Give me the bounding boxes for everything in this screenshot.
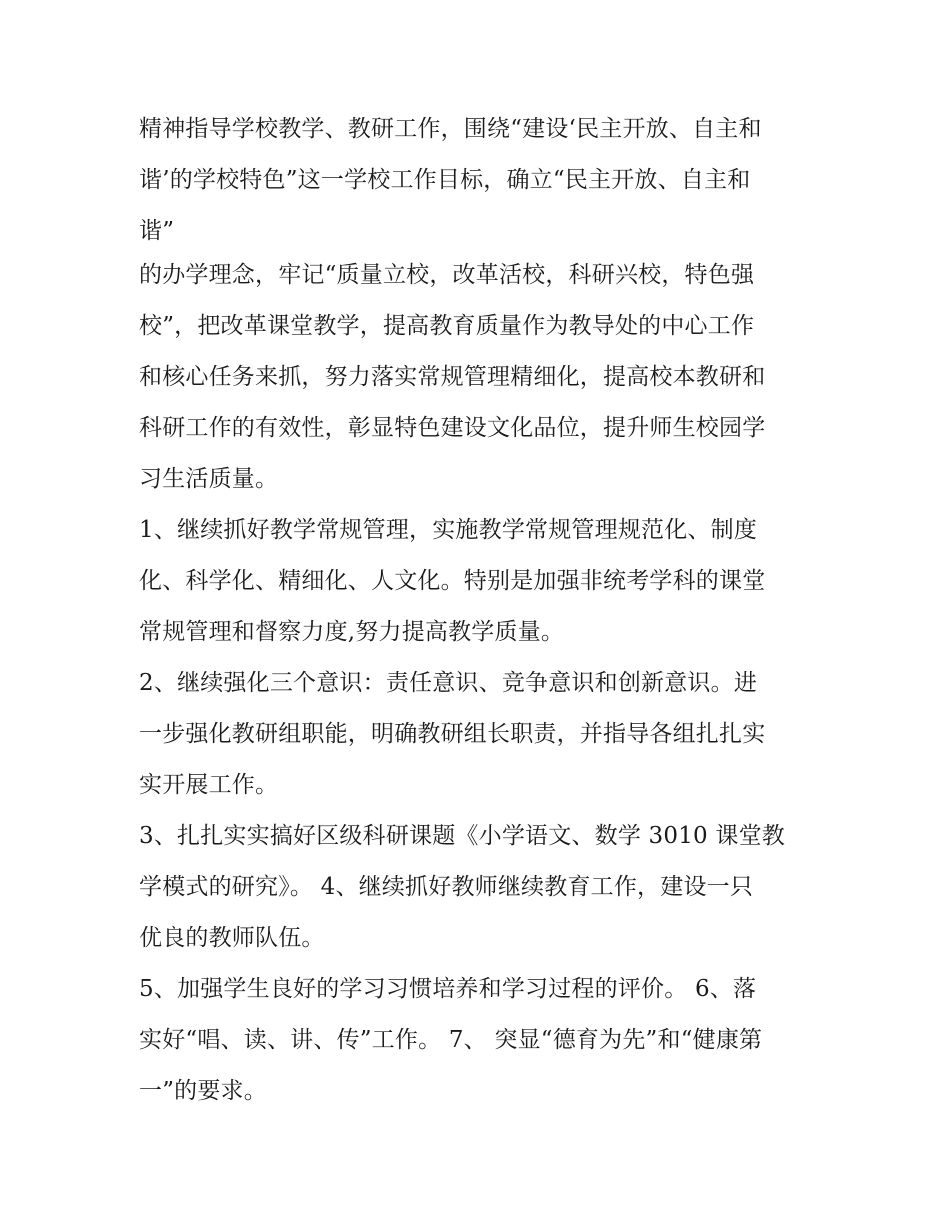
- text-line: 一”的要求。: [139, 1078, 267, 1104]
- text-line: 习生活质量。: [139, 466, 279, 492]
- text-line: 实开展工作。: [139, 772, 279, 798]
- text-line: 谐’的学校特色”这一学校工作目标，确立“民主开放、自主和: [139, 167, 751, 193]
- text-line: 常规管理和督察力度,努力提高教学质量。: [139, 619, 565, 645]
- text-line: 实好“唱、读、讲、传”工作。 7、 突显“德育为先”和“健康第: [139, 1027, 763, 1053]
- text-line: 精神指导学校教学、教研工作，围绕“建设‘民主开放、自主和: [139, 116, 762, 142]
- text-line: 和核心任务来抓，努力落实常规管理精细化，提高校本教研和: [139, 364, 766, 390]
- document-body: [139, 110, 829, 1123]
- text-line: 化、科学化、精细化、人文化。特别是加强非统考学科的课堂: [139, 568, 766, 594]
- text-line: 学模式的研究》。 4、继续抓好教师继续教育工作，建设一只: [139, 874, 754, 900]
- text-line: 的办学理念，牢记“质量立校，改革活校，科研兴校，特色强: [139, 262, 755, 288]
- text-line: 一步强化教研组职能，明确教研组长职责，并指导各组扎扎实: [139, 721, 766, 747]
- text-line: 校”，把改革课堂教学，提高教育质量作为教导处的中心工作: [139, 313, 755, 339]
- text-line: 科研工作的有效性，彰显特色建设文化品位，提升师生校园学: [139, 415, 766, 441]
- text-line: 谐”: [139, 218, 175, 244]
- text-line: 5、加强学生良好的学习习惯培养和学习过程的评价。 6、落: [139, 976, 757, 1002]
- text-line: 优良的教师队伍。: [139, 925, 325, 951]
- text-line: 2、继续强化三个意识：责任意识、竞争意识和创新意识。进: [139, 670, 758, 696]
- text-line: 3、扎扎实实搞好区级科研课题《小学语文、数学 3010 课堂教: [139, 823, 785, 849]
- text-line: 1、继续抓好教学常规管理，实施教学常规管理规范化、制度: [139, 517, 758, 543]
